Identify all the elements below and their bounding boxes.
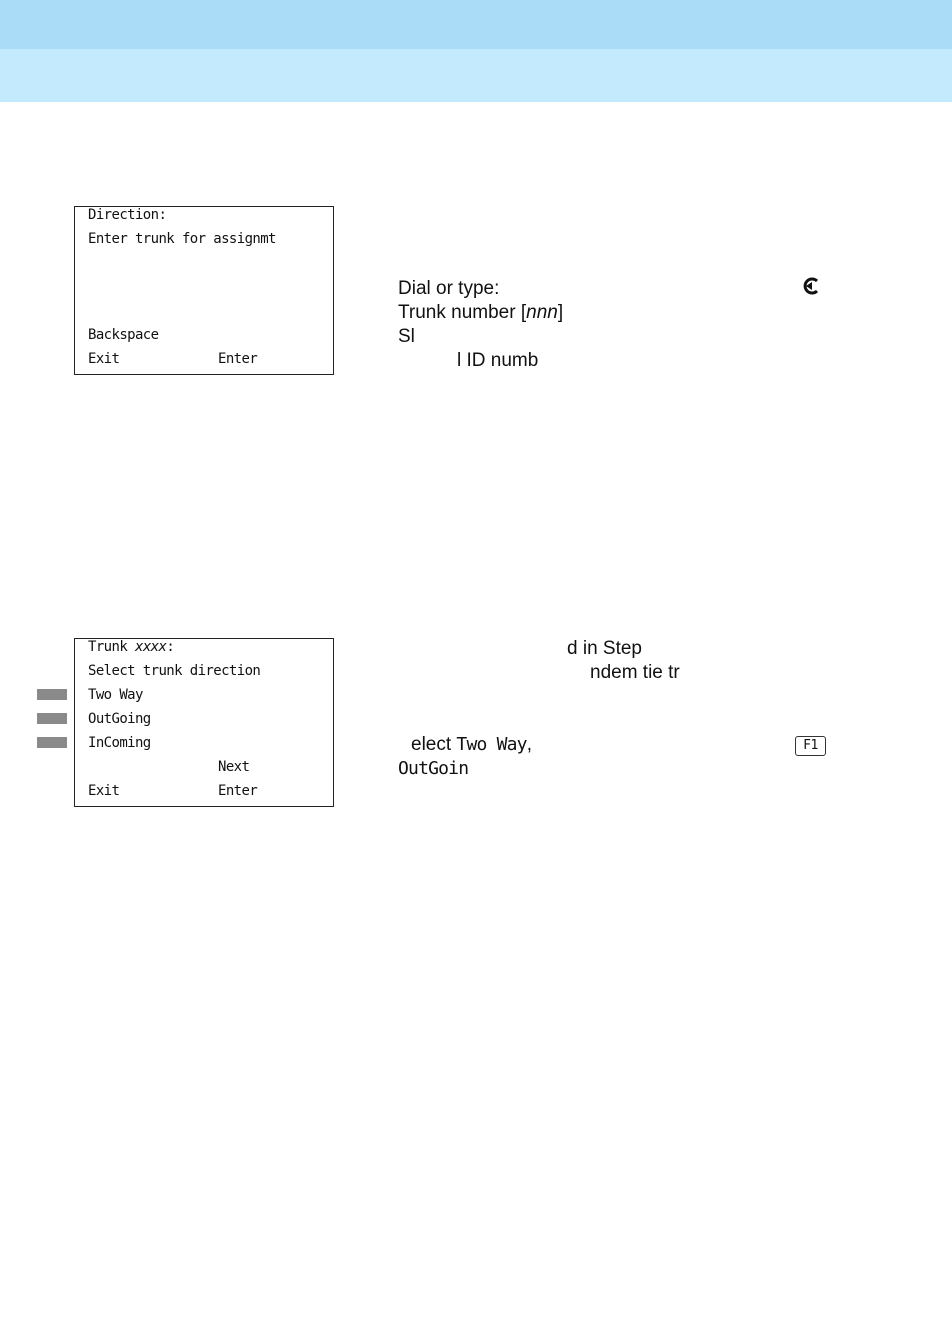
sl-fragment: Sl — [398, 326, 415, 347]
comma: , — [526, 734, 532, 755]
return-arrow-icon — [801, 276, 821, 296]
function-key-3[interactable] — [37, 737, 67, 748]
next-option[interactable]: Next — [218, 759, 250, 775]
option-incoming[interactable]: InComing — [88, 735, 151, 751]
option-outgoing[interactable]: OutGoing — [88, 711, 151, 727]
tandem-fragment: ndem tie tr — [590, 662, 680, 683]
outgoing-fragment: OutGoin — [398, 758, 469, 779]
step-fragment: d in Step — [567, 638, 642, 659]
trunk-prefix: Trunk number [ — [398, 302, 527, 323]
title-suffix: : — [166, 639, 175, 655]
exit-option[interactable]: Exit — [88, 783, 120, 799]
f1-key-icon: F1 — [795, 736, 826, 756]
select-prefix: elect — [411, 734, 457, 755]
id-fragment: l ID numb — [457, 350, 539, 371]
trunk-variable: nnn — [526, 302, 558, 323]
select-instruction — [411, 733, 532, 757]
backspace-option[interactable]: Backspace — [88, 327, 159, 343]
exit-option[interactable]: Exit — [88, 351, 120, 367]
screen-title: Direction: — [88, 207, 167, 223]
title-variable: xxxx — [134, 639, 167, 655]
header-band-top — [0, 0, 952, 49]
screen-prompt: Select trunk direction — [88, 663, 261, 679]
screen-prompt: Enter trunk for assignmt — [88, 231, 276, 247]
display-screen-direction — [74, 206, 334, 375]
enter-option[interactable]: Enter — [218, 351, 258, 367]
two-way-label: Two Way — [456, 734, 527, 755]
display-screen-trunk — [74, 638, 334, 807]
trunk-suffix: ] — [557, 302, 564, 323]
function-key-2[interactable] — [37, 713, 67, 724]
header-band-bottom — [0, 49, 952, 102]
function-key-1[interactable] — [37, 689, 67, 700]
trunk-number-instruction — [398, 301, 563, 325]
dial-instruction: Dial or type: — [398, 278, 500, 299]
title-prefix: Trunk — [88, 639, 135, 655]
enter-option[interactable]: Enter — [218, 783, 258, 799]
screen-title — [88, 636, 174, 658]
option-two-way[interactable]: Two Way — [88, 687, 143, 703]
